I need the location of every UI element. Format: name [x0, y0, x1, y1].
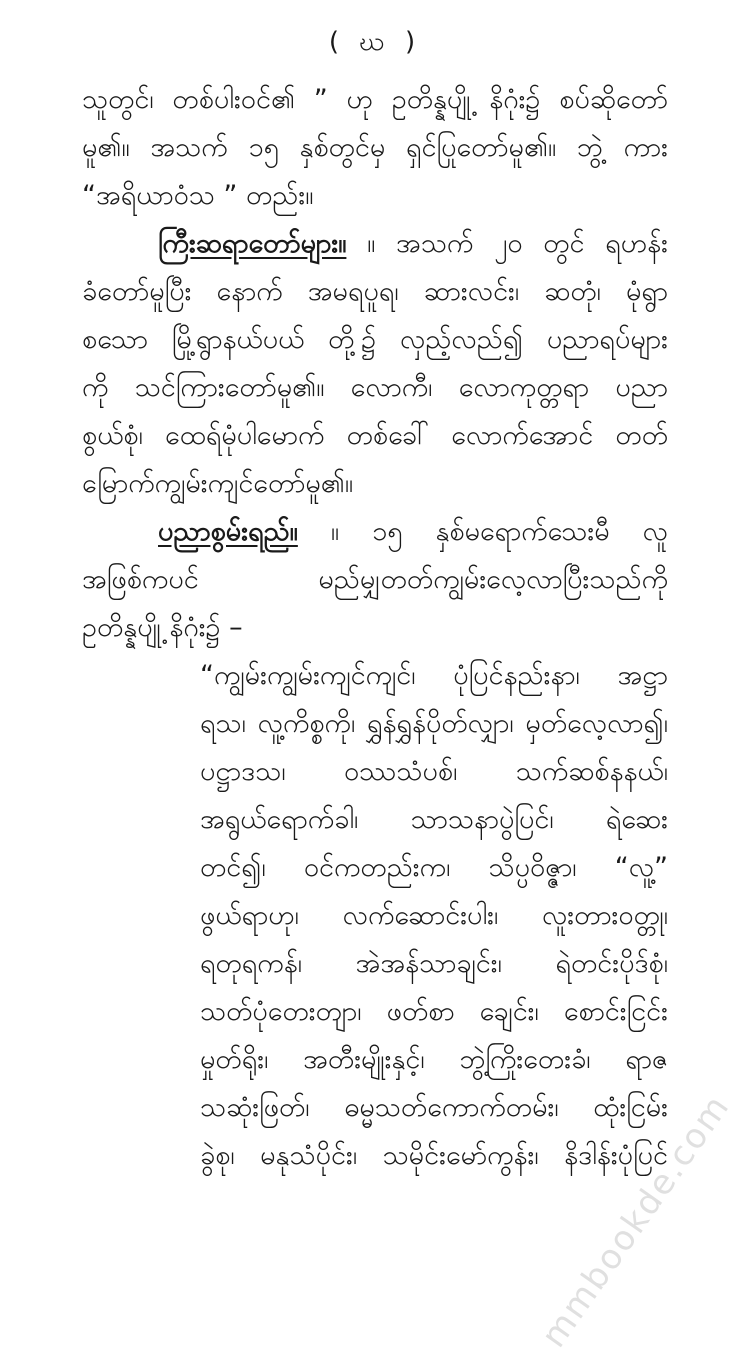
paragraph-2-first-line-text: ။ အသက် ၂၀ တွင် ရဟန်း	[367, 228, 668, 259]
paragraph-2-first-line	[158, 224, 668, 264]
paragraph-1-line-3: “အရိယာဝံသ ” တည်း။	[82, 180, 314, 211]
verse-line-8: သတ်ပုံတေးတျာ၊ ဖတ်စာ ချေင်း၊ စောင်းငြင်း	[200, 996, 668, 1027]
verse-line-7: ရတုရကန်၊ အဲအန်သာချင်း၊ ရဲတင်းပိုဒ်စုံ၊	[200, 948, 668, 979]
paragraph-2-line-4: ကို သင်ကြားတော်မူ၏။ လောကီ၊ လောကုတ္တရာ ပညာ	[82, 372, 668, 403]
verse-line-10: သဆုံးဖြတ်၊ ဓမ္မသတ်ကောက်တမ်း၊ ထုံးငြမ်း	[200, 1092, 668, 1123]
watermark: mmbookde.com	[533, 1087, 738, 1355]
verse-line-6: ဖွယ်ရာဟု၊ လက်ဆောင်းပါး၊ လူးတားဝတ္တု၊	[200, 900, 668, 931]
verse-line-9: မှုတ်ရိုး၊ အတီးမျိုးနှင့်၊ ဘွဲ့ကြိုးတေးခံ၊ ရာဇ	[200, 1044, 668, 1075]
section-heading-great-teachers: ကြီးဆရာတော်များ။	[158, 228, 347, 259]
paragraph-1-line-1: သူတွင်၊ တစ်ပါးဝင်၏ ” ဟု ဥတိန္နပျို့ နိဂုံး၌ စပ်ဆိုတော်	[82, 84, 668, 115]
verse-line-4: အရွယ်ရောက်ခါ၊ သာသနာပွဲပြင်၊ ရဲဆေး	[200, 804, 668, 835]
paragraph-3-line-3: ဥတိန္နပျို့ နိဂုံး၌ –	[82, 612, 243, 643]
paragraph-2-line-5: စွယ်စုံ၊ ထေရ်မုံပါမောက် တစ်ခေါ် လောက်အောင် တတ်	[82, 420, 668, 451]
paragraph-2-line-3: စသော မြို့ရွာနယ်ပယ် တို့၌ လှည့်လည်၍ ပညာရပ်များ	[82, 324, 668, 355]
paragraph-3-first-line	[158, 512, 668, 552]
paragraph-3-first-line-text: ။ ၁၅ နှစ်မရောက်သေးမီ လူ	[330, 516, 668, 547]
verse-line-3: ပဋ္ဌာဒသ၊ ဝဿသံပစ်၊ သက်ဆစ်နနယ်၊	[200, 756, 668, 787]
verse-line-5: တင်၍၊ ဝင်ကတည်းက၊ သိပ္ပဝိဇ္ဇာ၊ “လူ့”	[200, 852, 668, 883]
verse-line-11: ခွဲစု၊ မနုသံပိုင်း၊ သမိုင်းမော်ကွန်း၊ နိဒါန်းပုံပြင်	[200, 1140, 668, 1171]
paragraph-3-line-2: အဖြစ်ကပင် မည်မျှတတ်ကျွမ်းလေ့လာပြီးသည်ကို	[82, 564, 668, 595]
verse-line-2: ရသ၊ လူ့ကိစ္စကို၊ ရွှန်ရွှန်ပိုတ်လျှာ၊ မှတ်လေ့လာ၍၊	[200, 708, 668, 739]
paragraph-2-line-6: မြောက်ကျွမ်းကျင်တော်မူ၏။	[82, 468, 354, 499]
paragraph-1-line-2: မူ၏။ အသက် ၁၅ နှစ်တွင်မှ ရှင်ပြုတော်မူ၏။ ဘွဲ့ ကား	[82, 132, 668, 163]
section-heading-knowledge: ပညာစွမ်းရည်။	[158, 516, 298, 547]
verse-line-1: “ကျွမ်းကျွမ်းကျင်ကျင်၊ ပုံပြင်နည်းနာ၊ အဋ္ဌာ	[200, 660, 668, 691]
paragraph-2-line-2: ခံတော်မူပြီး နောက် အမရပူရ၊ ဆားလင်း၊ ဆတုံ၊ မုံရွာ	[82, 276, 668, 307]
page-number: ( ဃ )	[328, 27, 422, 57]
